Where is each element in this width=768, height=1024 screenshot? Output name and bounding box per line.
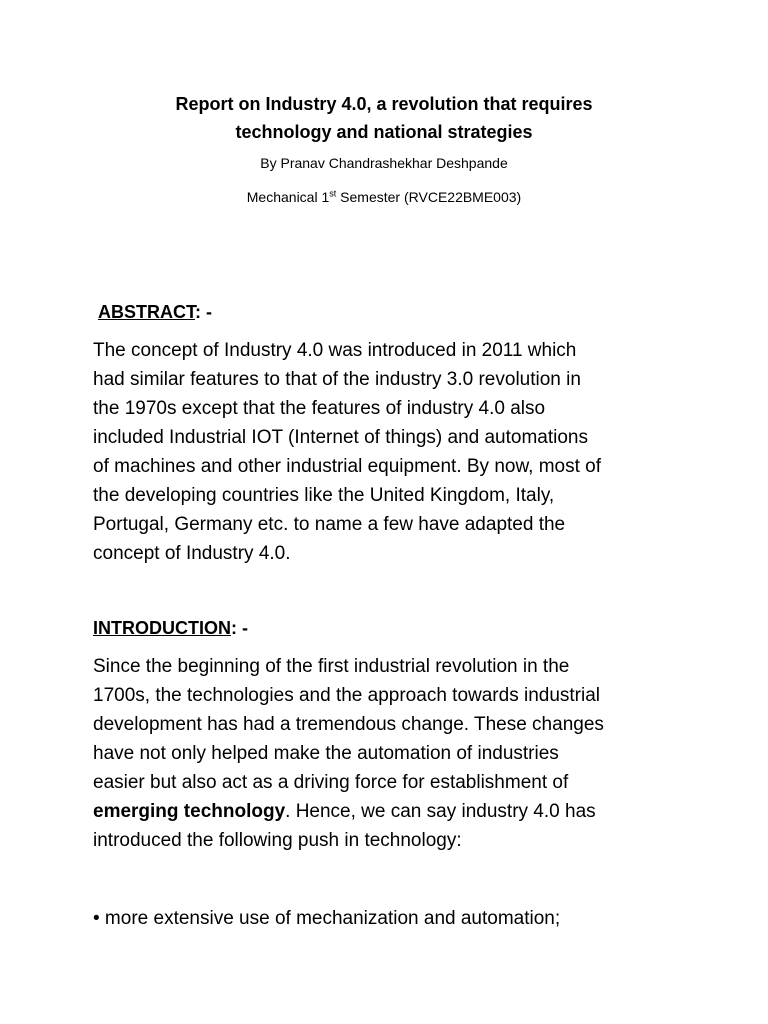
introduction-heading xyxy=(93,616,248,640)
abstract-line: Portugal, Germany etc. to name a few have adapted the xyxy=(93,514,566,535)
abstract-line: The concept of Industry 4.0 was introduced in 2011 which xyxy=(93,340,577,361)
introduction-line xyxy=(93,797,693,826)
introduction-line: development has had a tremendous change. These changes xyxy=(93,714,604,735)
introduction-line: introduced the following push in technology: xyxy=(93,830,462,851)
bullet-item: • more extensive use of mechanization and automation; xyxy=(93,908,561,929)
author-byline: By Pranav Chandrashekhar Deshpande xyxy=(260,155,508,171)
course-suffix: Semester (RVCE22BME003) xyxy=(336,189,522,205)
introduction-paragraph xyxy=(93,652,693,855)
abstract-paragraph xyxy=(93,336,693,568)
introduction-line: Since the beginning of the first industrial revolution in the xyxy=(93,656,570,677)
emphasis-emerging-technology: emerging technology xyxy=(93,801,286,822)
abstract-heading-label: ABSTRACT xyxy=(98,302,195,322)
course-info xyxy=(0,187,768,207)
abstract-heading xyxy=(98,300,212,324)
abstract-line: the developing countries like the United Kingdom, Italy, xyxy=(93,485,555,506)
title-line-1: Report on Industry 4.0, a revolution that requires xyxy=(175,94,593,114)
introduction-line: have not only helped make the automation of industries xyxy=(93,743,559,764)
introduction-heading-suffix: : - xyxy=(231,618,248,638)
document-title xyxy=(0,90,768,146)
abstract-line: included Industrial IOT (Internet of things) and automations xyxy=(93,427,588,448)
introduction-heading-label: INTRODUCTION xyxy=(93,618,231,638)
course-superscript: st xyxy=(329,188,337,199)
introduction-after-bold: . Hence, we can say industry 4.0 has xyxy=(285,801,596,822)
introduction-line: easier but also act as a driving force for establishment of xyxy=(93,772,569,793)
abstract-line: of machines and other industrial equipment. By now, most of xyxy=(93,456,601,477)
abstract-heading-suffix: : - xyxy=(195,302,212,322)
title-line-2: technology and national strategies xyxy=(235,122,533,142)
introduction-line: 1700s, the technologies and the approach towards industrial xyxy=(93,685,601,706)
course-prefix: Mechanical 1 xyxy=(246,189,330,205)
abstract-line: had similar features to that of the industry 3.0 revolution in xyxy=(93,369,581,390)
abstract-line: concept of Industry 4.0. xyxy=(93,543,291,564)
abstract-line: the 1970s except that the features of industry 4.0 also xyxy=(93,398,546,419)
